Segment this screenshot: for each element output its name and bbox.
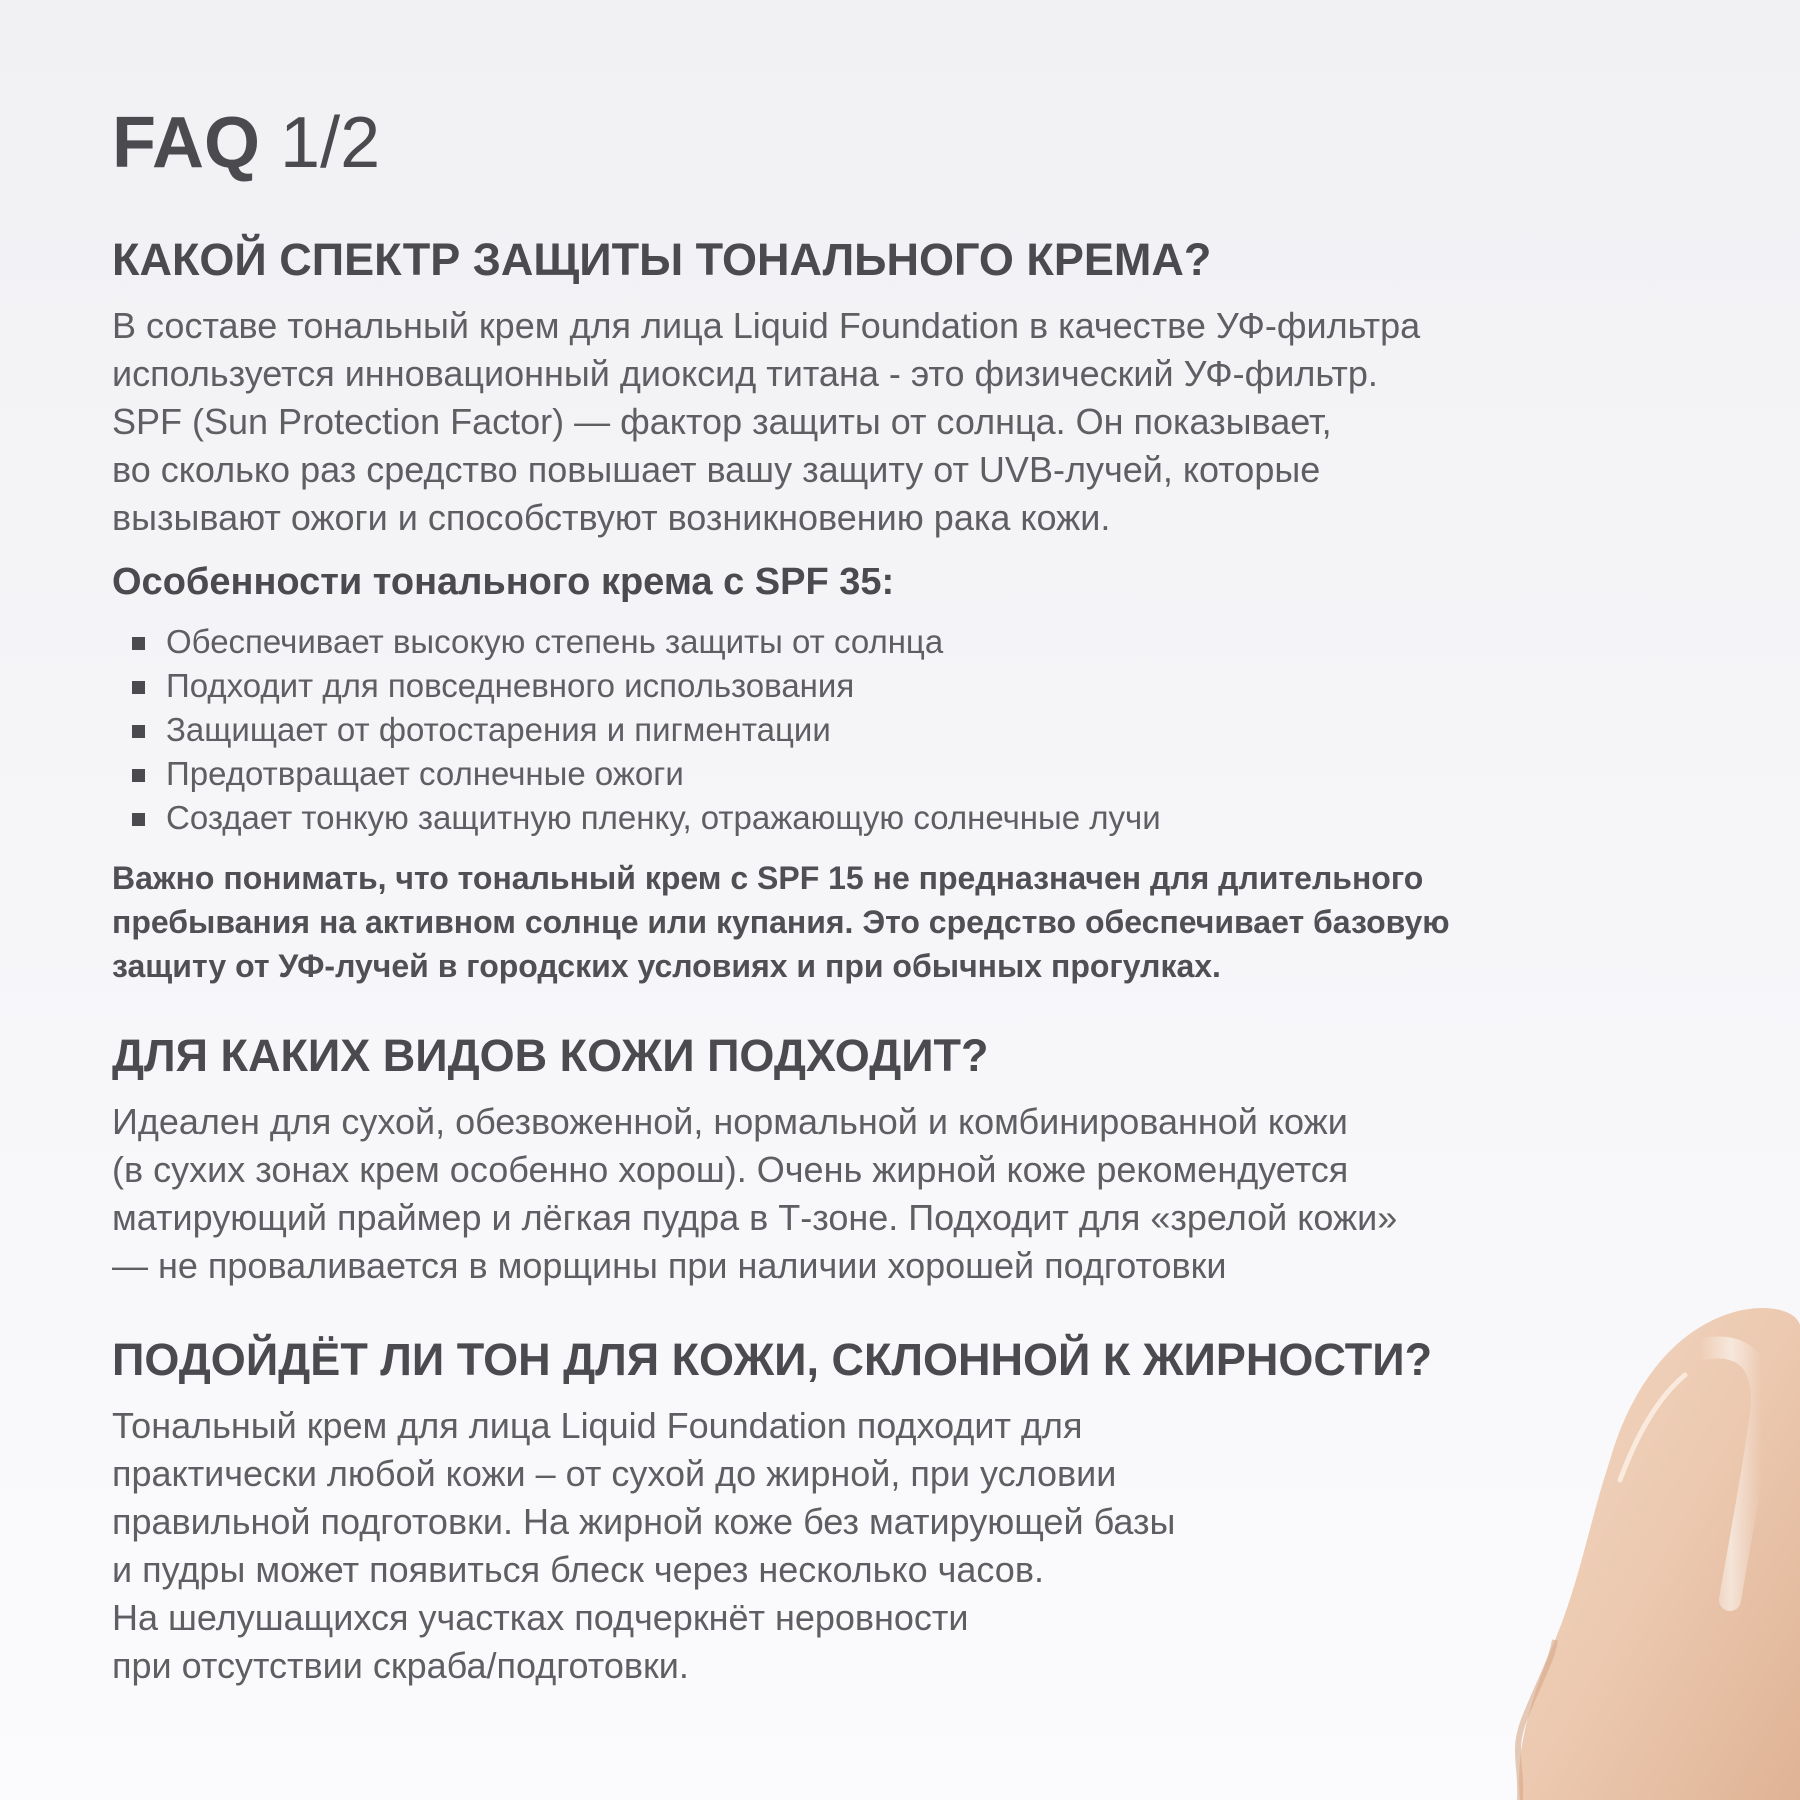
square-bullet-icon — [132, 681, 145, 694]
answer-line: — не проваливается в морщины при наличии хорошей подготовки — [112, 1245, 1227, 1286]
square-bullet-icon — [132, 637, 145, 650]
foundation-swatch-image — [1460, 1280, 1800, 1800]
page-title — [112, 100, 380, 186]
list-item-text: Подходит для повседневного использования — [166, 667, 855, 704]
answer-line: Идеален для сухой, обезвоженной, нормальной и комбинированной кожи — [112, 1101, 1348, 1142]
list-item-text: Создает тонкую защитную пленку, отражающую солнечные лучи — [166, 799, 1161, 836]
answer-line: SPF (Sun Protection Factor) — фактор защиты от солнца. Он показывает, — [112, 401, 1332, 442]
note-line: пребывания на активном солнце или купания. Это средство обеспечивает базовую — [112, 904, 1450, 940]
page-title-bold: FAQ — [112, 103, 261, 183]
square-bullet-icon — [132, 813, 145, 826]
answer-line: правильной подготовки. На жирной коже без матирующей базы — [112, 1501, 1176, 1542]
question-1-heading: КАКОЙ СПЕКТР ЗАЩИТЫ ТОНАЛЬНОГО КРЕМА? — [112, 234, 1212, 285]
page-title-counter: 1/2 — [280, 103, 381, 183]
answer-line: Тональный крем для лица Liquid Foundation подходит для — [112, 1405, 1083, 1446]
list-item — [132, 796, 1161, 840]
list-item — [132, 708, 1161, 752]
answer-line: вызывают ожоги и способствуют возникновению рака кожи. — [112, 497, 1111, 538]
answer-line: На шелушащихся участках подчеркнёт неровности — [112, 1597, 969, 1638]
note-line: защиту от УФ-лучей в городских условиях и при обычных прогулках. — [112, 948, 1221, 984]
answer-line: В составе тональный крем для лица Liquid Foundation в качестве УФ-фильтра — [112, 305, 1421, 346]
list-item — [132, 620, 1161, 664]
list-item — [132, 752, 1161, 796]
list-item-text: Предотвращает солнечные ожоги — [166, 755, 684, 792]
square-bullet-icon — [132, 725, 145, 738]
question-2-answer — [112, 1098, 1397, 1290]
question-3-answer — [112, 1402, 1175, 1690]
answer-line: используется инновационный диоксид титана - это физический УФ-фильтр. — [112, 353, 1378, 394]
features-subheading: Особенности тонального крема с SPF 35: — [112, 561, 895, 603]
list-item-text: Обеспечивает высокую степень защиты от солнца — [166, 623, 944, 660]
answer-line: при отсутствии скраба/подготовки. — [112, 1645, 689, 1686]
important-note — [112, 856, 1450, 988]
answer-line: во сколько раз средство повышает вашу защиту от UVB-лучей, которые — [112, 449, 1321, 490]
answer-line: (в сухих зонах крем особенно хорош). Очень жирной коже рекомендуется — [112, 1149, 1349, 1190]
list-item-text: Защищает от фотостарения и пигментации — [166, 711, 831, 748]
square-bullet-icon — [132, 769, 145, 782]
question-2-heading: ДЛЯ КАКИХ ВИДОВ КОЖИ ПОДХОДИТ? — [112, 1030, 989, 1081]
features-list — [132, 620, 1161, 840]
answer-line: практически любой кожи – от сухой до жирной, при условии — [112, 1453, 1117, 1494]
answer-line: матирующий праймер и лёгкая пудра в Т-зоне. Подходит для «зрелой кожи» — [112, 1197, 1398, 1238]
answer-line: и пудры может появиться блеск через несколько часов. — [112, 1549, 1044, 1590]
list-item — [132, 664, 1161, 708]
note-line: Важно понимать, что тональный крем с SPF 15 не предназначен для длительного — [112, 860, 1424, 896]
question-3-heading: ПОДОЙДЁТ ЛИ ТОН ДЛЯ КОЖИ, СКЛОННОЙ К ЖИРНОСТИ? — [112, 1334, 1433, 1385]
question-1-answer — [112, 302, 1420, 542]
